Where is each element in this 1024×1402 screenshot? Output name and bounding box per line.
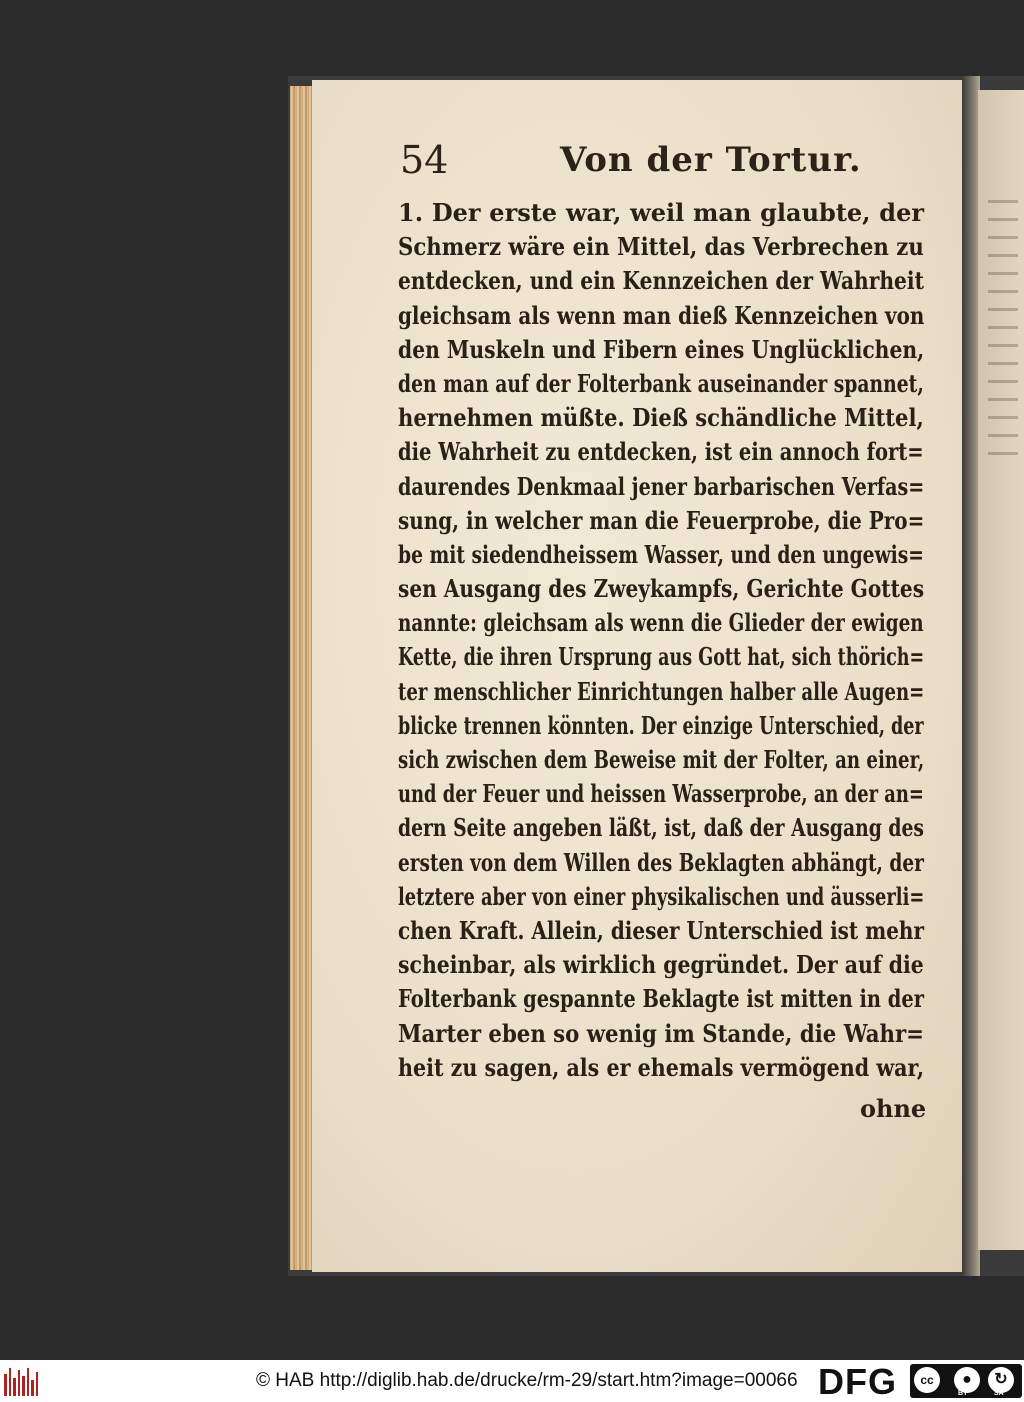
catchword: ohne (860, 1094, 927, 1123)
text-line: und der Feuer und heissen Wasserprobe, an der an= (398, 779, 924, 809)
text-line: scheinbar, als wirklich gegründet. Der auf die (398, 950, 924, 980)
footer-bar (0, 1360, 1024, 1402)
text-line: hernehmen müßte. Dieß schändliche Mittel, (398, 403, 924, 433)
text-line: den man auf der Folterbank auseinander spannet, (398, 368, 924, 398)
copyright-link[interactable]: © HAB http://diglib.hab.de/drucke/rm-29/start.htm?image=00066 (256, 1370, 798, 1391)
text-line: ter menschlicher Einrichtungen halber alle Augen= (398, 676, 925, 706)
text-line: sung, in welcher man die Feuerprobe, die Pro= (398, 505, 925, 535)
text-line: gleichsam als wenn man dieß Kennzeichen von (398, 300, 925, 330)
text-line: 1. Der erste war, weil man glaubte, der (398, 198, 924, 227)
text-line: daurendes Denkmaal jener barbarischen Verfas= (398, 471, 925, 501)
text-line: sich zwischen dem Beweise mit der Folter, an einer, (398, 745, 925, 774)
text-line: den Muskeln und Fibern eines Unglücklichen, (398, 334, 925, 364)
cc-license-badge[interactable] (910, 1364, 1022, 1398)
text-line: Kette, die ihren Ursprung aus Gott hat, sich thörich= (398, 642, 925, 672)
text-line: nannte: gleichsam als wenn die Glieder der ewigen (398, 608, 924, 638)
text-line: chen Kraft. Allein, dieser Unterschied ist mehr (398, 915, 924, 945)
body-text (398, 196, 924, 1085)
page-number: 54 (400, 138, 449, 182)
text-line: Marter eben so wenig im Stande, die Wahr= (398, 1018, 924, 1048)
sa-label: SA (994, 1390, 1004, 1397)
text-line: die Wahrheit zu entdecken, ist ein annoch fort= (398, 437, 924, 467)
text-line: ersten von dem Willen des Beklagten abhängt, der (398, 847, 924, 877)
page-header (400, 138, 920, 182)
cc-icon: cc (914, 1367, 940, 1393)
text-line: dern Seite angeben läßt, ist, daß der Ausgang des (398, 813, 924, 843)
running-title: Von der Tortur. (560, 140, 862, 180)
text-line: Schmerz wäre ein Mittel, das Verbrechen zu (398, 232, 924, 262)
text-line: letztere aber von einer physikalischen und äusserli= (398, 881, 925, 911)
text-line: be mit siedendheissem Wasser, und den ungewis= (398, 539, 924, 569)
facing-page-edge (978, 90, 1024, 1250)
dfg-logo[interactable]: DFG (818, 1361, 897, 1402)
text-line: sen Ausgang des Zweykampfs, Gerichte Gottes (398, 574, 925, 604)
text-line: Folterbank gespannte Beklagte ist mitten in der (398, 984, 924, 1014)
facing-page-text-blur (988, 200, 1018, 460)
text-line: blicke trennen könnten. Der einzige Unterschied, der (398, 710, 924, 740)
share-alike-icon: ↻ (988, 1367, 1014, 1393)
hab-logo-icon[interactable] (4, 1366, 38, 1396)
text-line: heit zu sagen, als er ehemals vermögend war, (398, 1052, 925, 1082)
person-icon: ● (954, 1367, 980, 1393)
by-label: BY (958, 1390, 968, 1397)
text-line: entdecken, und ein Kennzeichen der Wahrheit (398, 266, 924, 296)
